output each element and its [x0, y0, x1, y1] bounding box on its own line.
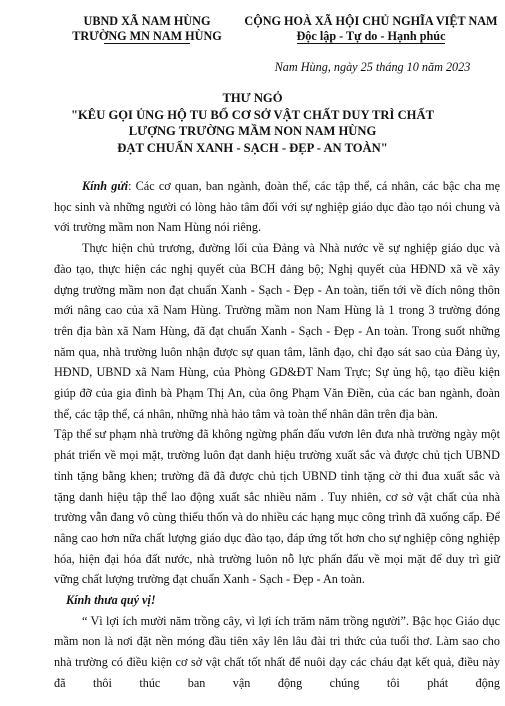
title-line-1: THƯ NGỎ: [222, 91, 283, 105]
national-heading: [240, 14, 502, 44]
title-line-2: "KÊU GỌI ỦNG HỘ TU BỔ CƠ SỞ VẬT CHẤT DUY TRÌ CHẤT: [71, 107, 434, 122]
salutation: Kính thưa quý vị!: [66, 593, 156, 608]
paragraph-1: Thực hiện chủ trương, đường lối của Đảng và Nhà nước về sự nghiệp giáo dục và đào tạo, thực hiện các nghị quyết của BCH đảng bộ; Nghị quyết của HĐND xã về xây dựng trường mầm non đạt chuẩn Xanh - Sạch - Đẹp - An toàn, tiến tới về đích nông thôn mới nâng cao của xã Nam Hùng. Trường mầm non Nam Hùng là 1 trong 3 trường đóng trên địa bàn xã Nam Hùng, đã đạt chuẩn Xanh - Sạch - Đẹp - An toàn. Trong suốt những năm qua, nhà trường luôn nhận được sự quan tâm, lãnh đạo, chỉ đạo sát sao của Đảng ủy, HĐND, UBND xã Nam Hùng, của Phòng GD&ĐT Nam Trực; Sự ủng hộ, tạo điều kiện giúp đỡ của gia đình bà Phạm Thị An, của ông Phạm Văn Điền, của các ban ngành, đoàn thể, các tập thể, cá nhân, những nhà hảo tâm và toàn thể nhân dân trên địa bàn.: [54, 241, 500, 421]
document-title: [0, 90, 505, 156]
title-line-3: LƯỢNG TRƯỜNG MẦM NON NAM HÙNG: [128, 124, 377, 138]
motto-text: Độc lập - Tự do - Hạnh phúc: [296, 29, 446, 43]
paragraph-3: “ Vì lợi ích mười năm trồng cây, vì lợi ích trăm năm trồng người”. Bậc học Giáo dục mầm non là nơi đặt nền móng đầu tiên xây lên lâu đài tri thức của tuổi thơ. Làm sao cho nhà trường có điều kiện cơ sở vật chất tốt nhất để nuôi dạy các cháu đạt kết quả, điều này đã thôi thúc ban vận động chúng tôi phát động: [54, 613, 500, 690]
paragraph-2: Tập thể sư phạm nhà trường đã không ngừng phấn đấu vươn lên đưa nhà trường ngày một phát triển về mọi mặt, trường luôn đạt danh hiệu trường xuất sắc và được chủ tịch UBND tỉnh tặng bằng khen; trường đã đã được chủ tịch UBND tỉnh tặng cờ thi đua xuất sắc và tặng danh hiệu tập thể lao động xuất sắc nhiều năm . Tuy nhiên, cơ sở vật chất của nhà trường vẫn đang vô cùng thiếu thốn và do nhiều các hạng mục công trình đã xuống cấp. Để nâng cao hơn nữa chất lượng giáo dục đào tạo, đáp ứng tốt hơn cho sự nghiệp công nghiệp hóa, hiện đại hóa đất nước, nhà trường luôn nỗ lực phấn đấu về mọi mặt để duy trì giữ vững chất lượng trường đạt chuẩn Xanh - Sạch - Đẹp - An toàn.: [54, 427, 500, 587]
org-underline: [104, 43, 190, 44]
document-body: [54, 176, 500, 694]
greeting-label: Kính gửi: [82, 179, 129, 193]
org-line-1: UBND XÃ NAM HÙNG: [83, 14, 211, 28]
document-date: Nam Hùng, ngày 25 tháng 10 năm 2023: [274, 60, 471, 74]
org-line-2: TRƯỜNG MN NAM HÙNG: [72, 29, 222, 43]
issuing-organization: [52, 14, 242, 44]
country-name: CỘNG HOÀ XÃ HỘI CHỦ NGHĨA VIỆT NAM: [244, 14, 498, 28]
motto: [240, 29, 502, 44]
greeting-paragraph: [54, 176, 500, 238]
title-line-4: ĐẠT CHUẨN XANH - SẠCH - ĐẸP - AN TOÀN": [117, 140, 388, 155]
greeting-text: : Các cơ quan, ban ngành, đoàn thể, các tập thể, cá nhân, các bậc cha mẹ học sinh và những người có lòng hảo tâm đối với sự nghiệp giáo dục đào tạo nói chung và với trường mầm non Nam Hùng nói riêng.: [54, 179, 500, 235]
